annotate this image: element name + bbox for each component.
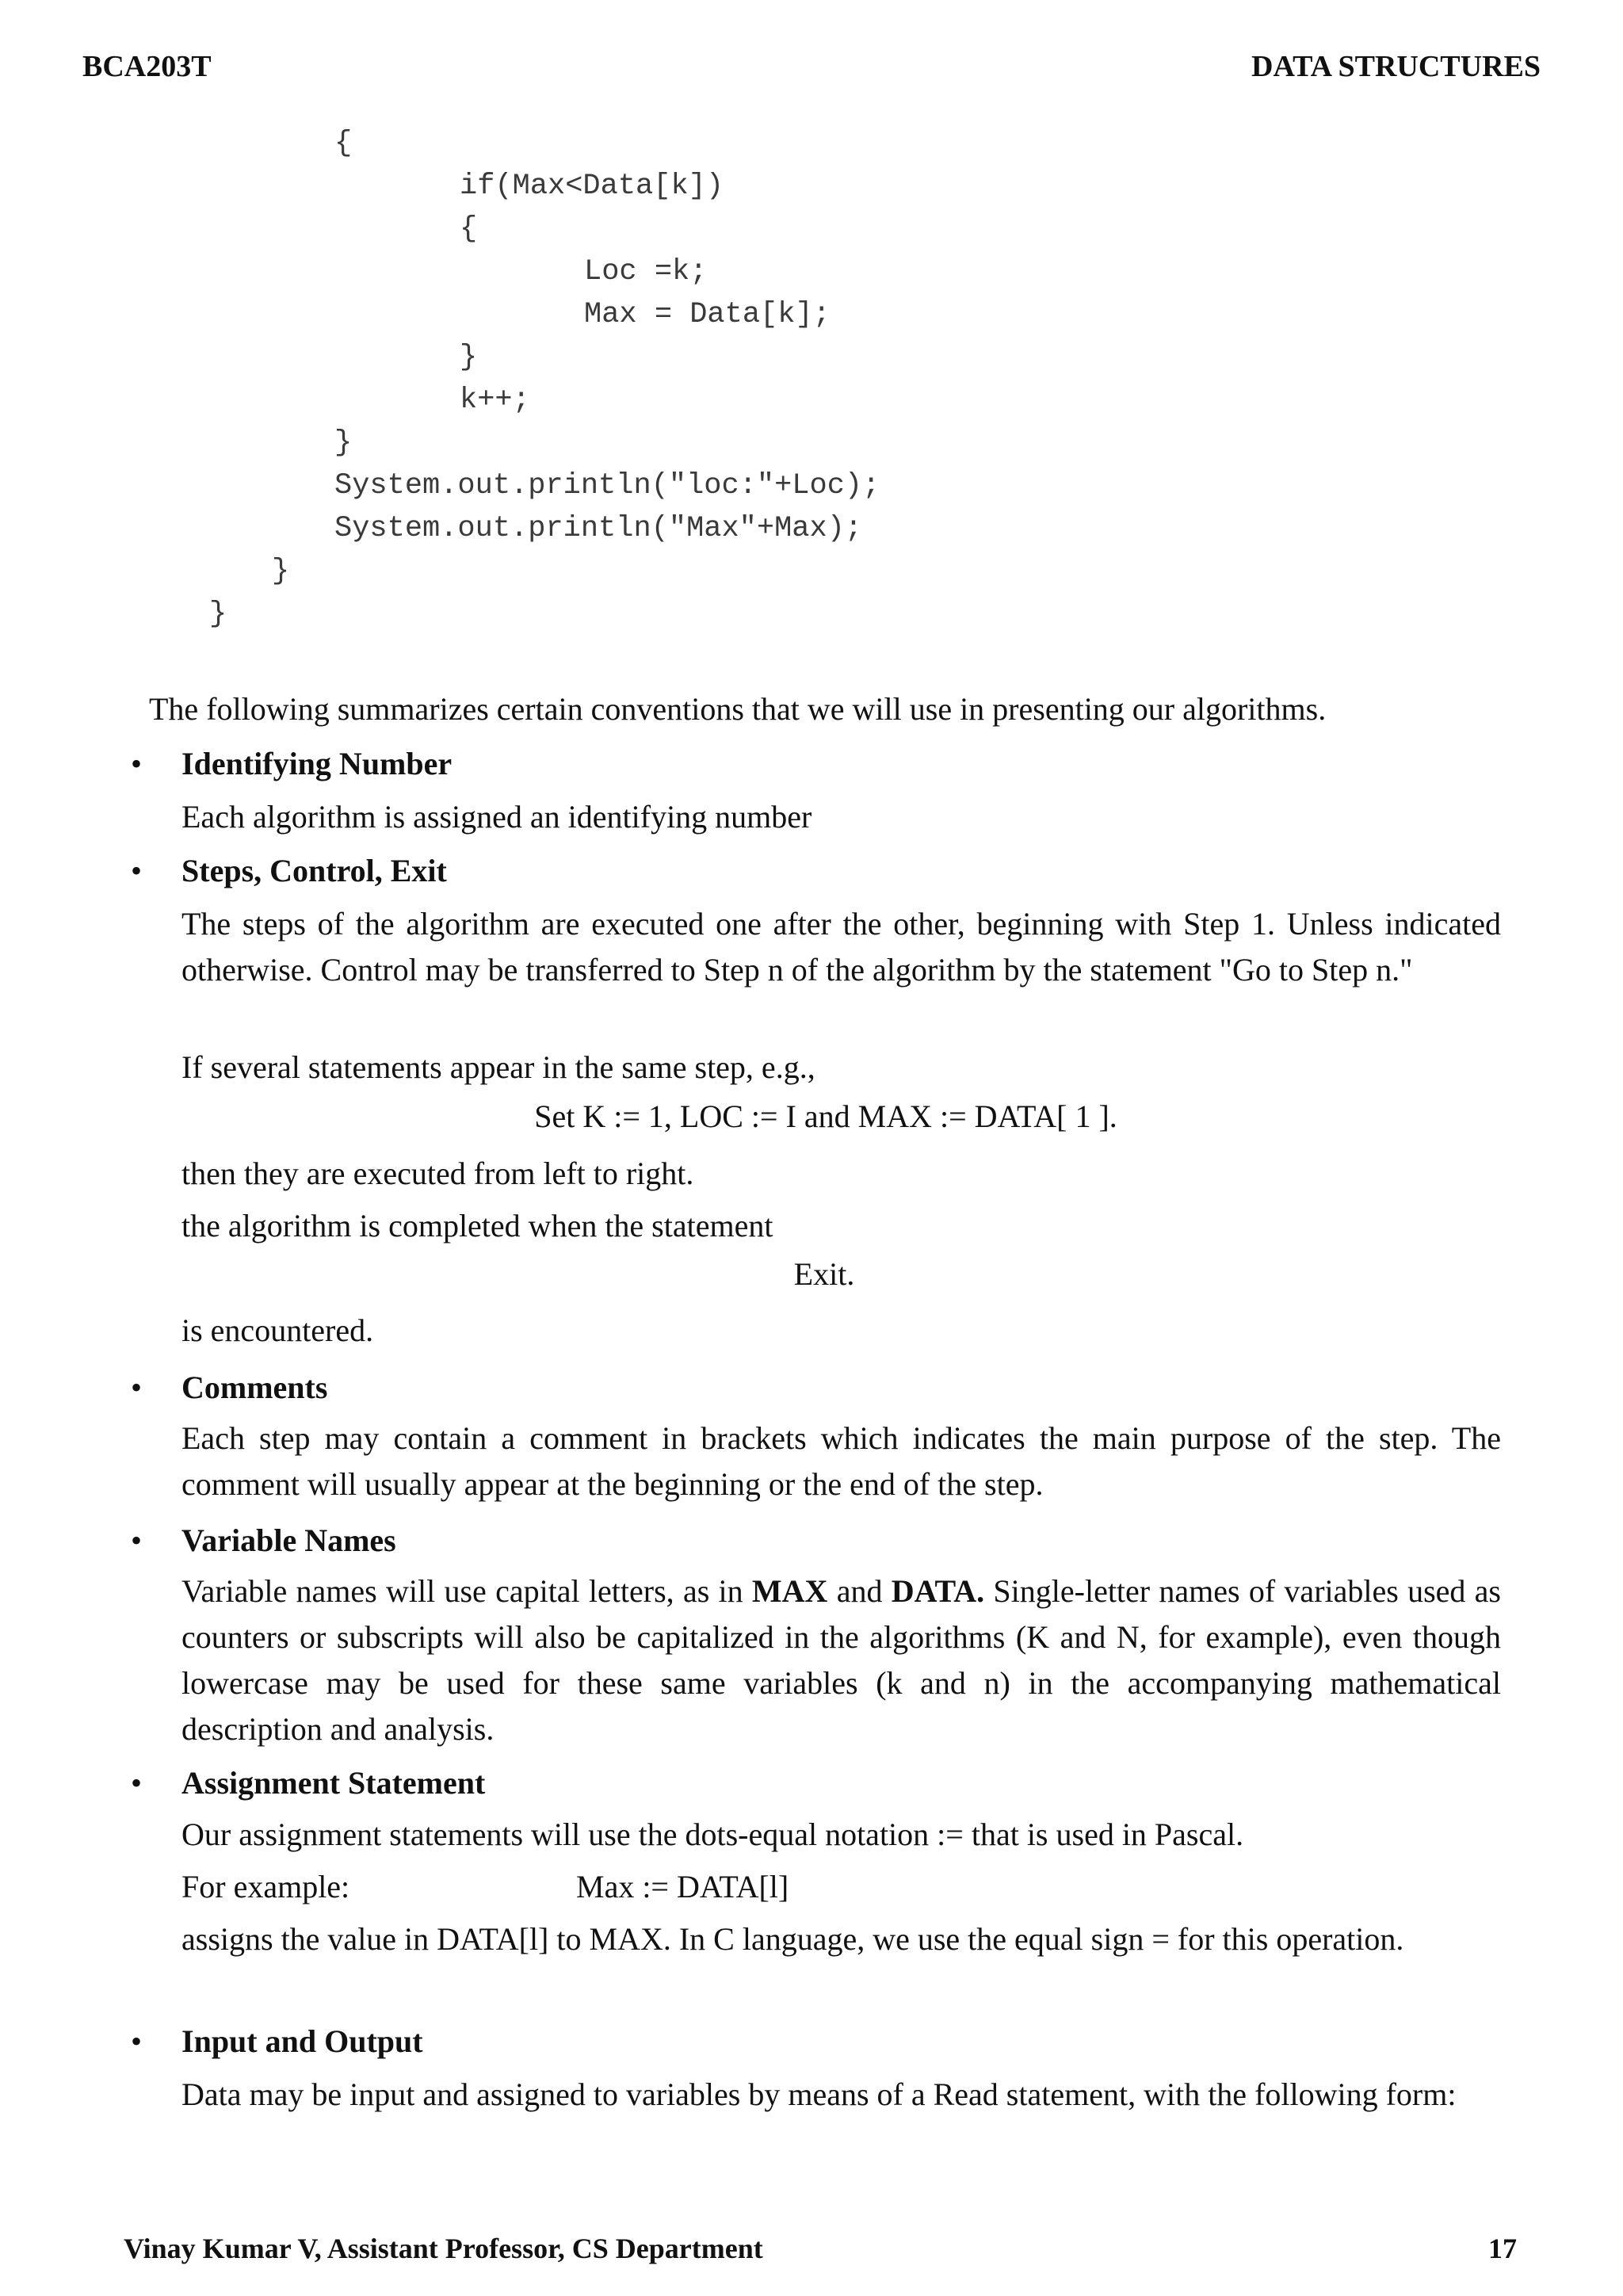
section-heading: Steps, Control, Exit [181, 853, 447, 888]
section-heading: Comments [181, 1370, 328, 1405]
section-heading: Identifying Number [181, 746, 453, 781]
code-line: } [209, 598, 227, 631]
example-label: For example: [181, 1869, 350, 1904]
bold-span: MAX [751, 1573, 828, 1609]
code-line: if(Max<Data[k]) [460, 170, 724, 203]
section-heading: Input and Output [181, 2023, 423, 2059]
bullet-icon: • [131, 853, 143, 888]
exit-statement: Exit. [793, 1256, 855, 1292]
section-paragraph [181, 1568, 1501, 1752]
footer-author: Vinay Kumar V, Assistant Professor, CS Department [124, 2233, 763, 2264]
code-line: k++; [460, 384, 530, 417]
bullet-icon: • [131, 1765, 143, 1801]
bullet-icon: • [131, 1522, 143, 1558]
text-span: and [827, 1573, 892, 1609]
page-number: 17 [1488, 2233, 1517, 2264]
code-line: System.out.println("loc:"+Loc); [334, 469, 880, 502]
bullet-icon: • [131, 746, 143, 781]
section-paragraph: The steps of the algorithm are executed one after the other, beginning with Step 1. Unless indicated otherwise. Control may be transferred to Step n of the algorithm by the statement "Go to Step n." [181, 906, 1501, 988]
example-statement: Set K := 1, LOC := I and MAX := DATA[ 1 ]. [534, 1098, 1117, 1134]
text-span: Single-letter names of variables used as counters or subscripts will also be capitalized in the algorithms (K and N, for example), even though lowercase may be used for these same variables (k and n) in the accompanying mathematical description and analysis. [181, 1573, 1501, 1747]
code-line: Max = Data[k]; [584, 298, 831, 331]
code-line: System.out.println("Max"+Max); [334, 512, 863, 545]
bold-span: DATA. [891, 1573, 985, 1609]
course-code: BCA203T [82, 50, 212, 83]
section-heading: Variable Names [181, 1522, 396, 1558]
section-text: Our assignment statements will use the dots-equal notation := that is used in Pascal. [181, 1817, 1244, 1852]
code-line: } [460, 341, 478, 374]
section-paragraph: Each step may contain a comment in brackets which indicates the main purpose of the step. The comment will usually appear at the beginning or the end of the step. [181, 1420, 1501, 1502]
text-span: Variable names will use capital letters, as in [181, 1573, 752, 1609]
code-line: } [272, 555, 290, 588]
example-code: Max := DATA[l] [576, 1869, 789, 1904]
code-line: } [334, 426, 353, 460]
section-paragraph: Data may be input and assigned to variables by means of a Read statement, with the following form: [181, 2076, 1457, 2112]
section-text: then they are executed from left to right. [181, 1156, 694, 1191]
bullet-icon: • [131, 1370, 143, 1405]
course-title: DATA STRUCTURES [1251, 50, 1541, 83]
section-text: If several statements appear in the same step, e.g., [181, 1049, 815, 1085]
section-paragraph: assigns the value in DATA[l] to MAX. In C language, we use the equal sign = for this operation. [181, 1921, 1404, 1957]
section-text: is encountered. [181, 1312, 374, 1348]
section-text: Each algorithm is assigned an identifying number [181, 799, 812, 835]
bullet-icon: • [131, 2023, 143, 2059]
section-heading: Assignment Statement [181, 1765, 486, 1801]
code-line: { [334, 127, 353, 160]
intro-text: The following summarizes certain conventions that we will use in presenting our algorithms. [149, 691, 1327, 727]
code-line: Loc =k; [584, 255, 708, 288]
code-line: { [460, 212, 478, 246]
section-text: the algorithm is completed when the statement [181, 1208, 773, 1244]
